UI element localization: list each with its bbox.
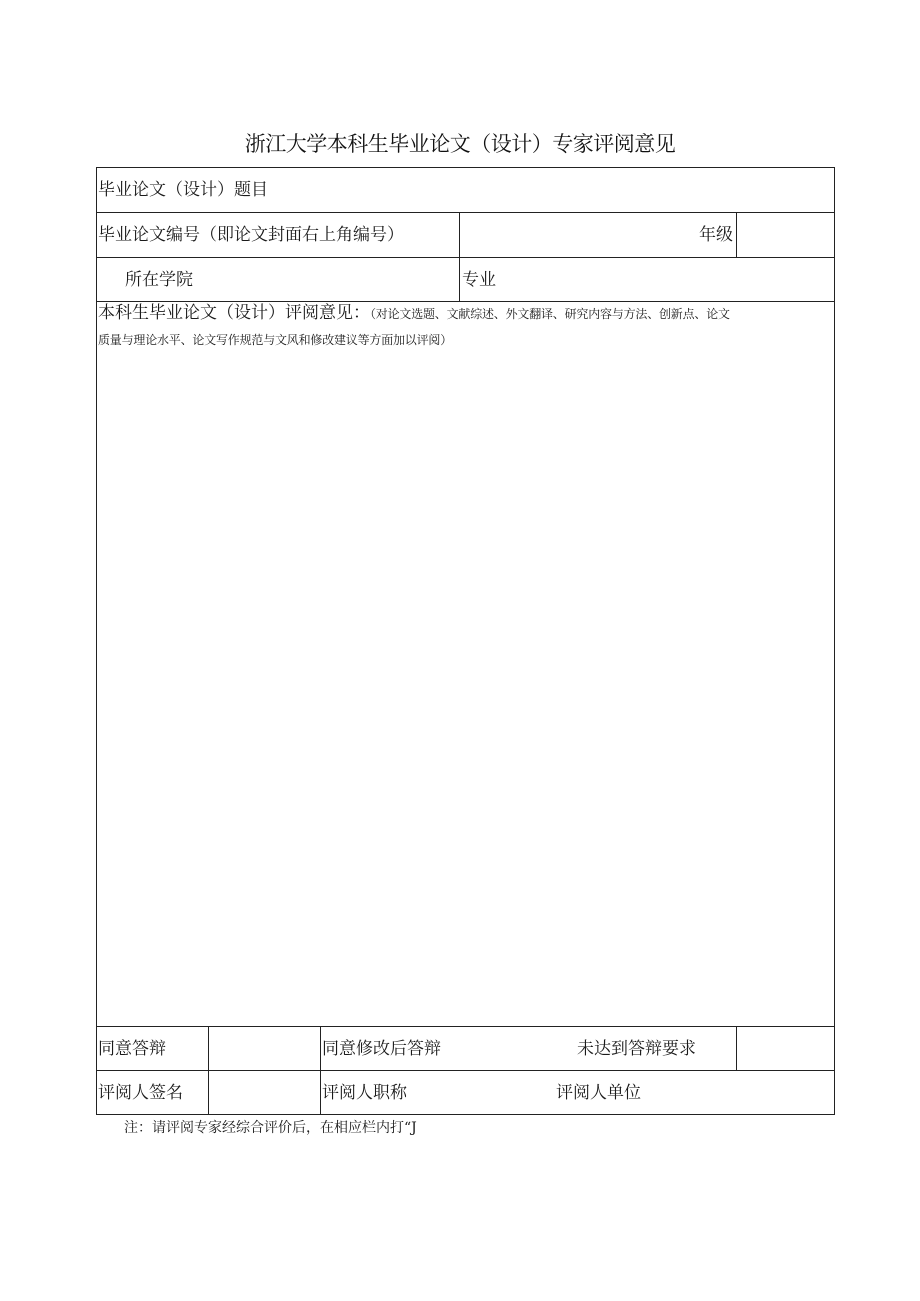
reviewer-unit-label: 评阅人单位 [556,1083,641,1103]
topic-label: 毕业论文（设计）题目 [98,180,268,200]
agree-defense-checkbox[interactable] [208,1026,321,1071]
not-meet-label: 未达到答辩要求 [577,1039,696,1059]
review-comments-area[interactable] [96,301,835,1027]
major-field[interactable] [459,257,835,302]
footnote: 注：请评阅专家经综合评价后，在相应栏内打“J [124,1120,417,1136]
reviewer-signature-label: 评阅人签名 [98,1083,183,1103]
number-value-field[interactable] [459,212,737,258]
reviewer-title-label: 评阅人职称 [322,1083,407,1103]
major-label: 专业 [462,270,496,290]
agree-after-revision-label: 同意修改后答辩 [322,1039,441,1059]
review-form [96,167,835,1115]
review-hint-line2: 质量与理论水平、论文写作规范与文风和修改建议等方面加以评阅） [98,333,453,347]
grade-field[interactable] [736,212,835,258]
not-meet-checkbox[interactable] [736,1026,835,1071]
review-label-line [98,303,730,325]
review-hint-line1: （对论文选题、文献综述、外文翻译、研究内容与方法、创新点、论文 [370,307,730,321]
review-label: 本科生毕业论文（设计）评阅意见： [98,303,370,323]
college-label: 所在学院 [125,270,193,290]
reviewer-signature-field[interactable] [208,1070,321,1115]
number-label: 毕业论文编号（即论文封面右上角编号） [98,225,404,245]
grade-label: 年级 [699,225,733,245]
page-title: 浙江大学本科生毕业论文（设计）专家评阅意见 [244,132,676,156]
agree-defense-label: 同意答辩 [98,1039,166,1059]
